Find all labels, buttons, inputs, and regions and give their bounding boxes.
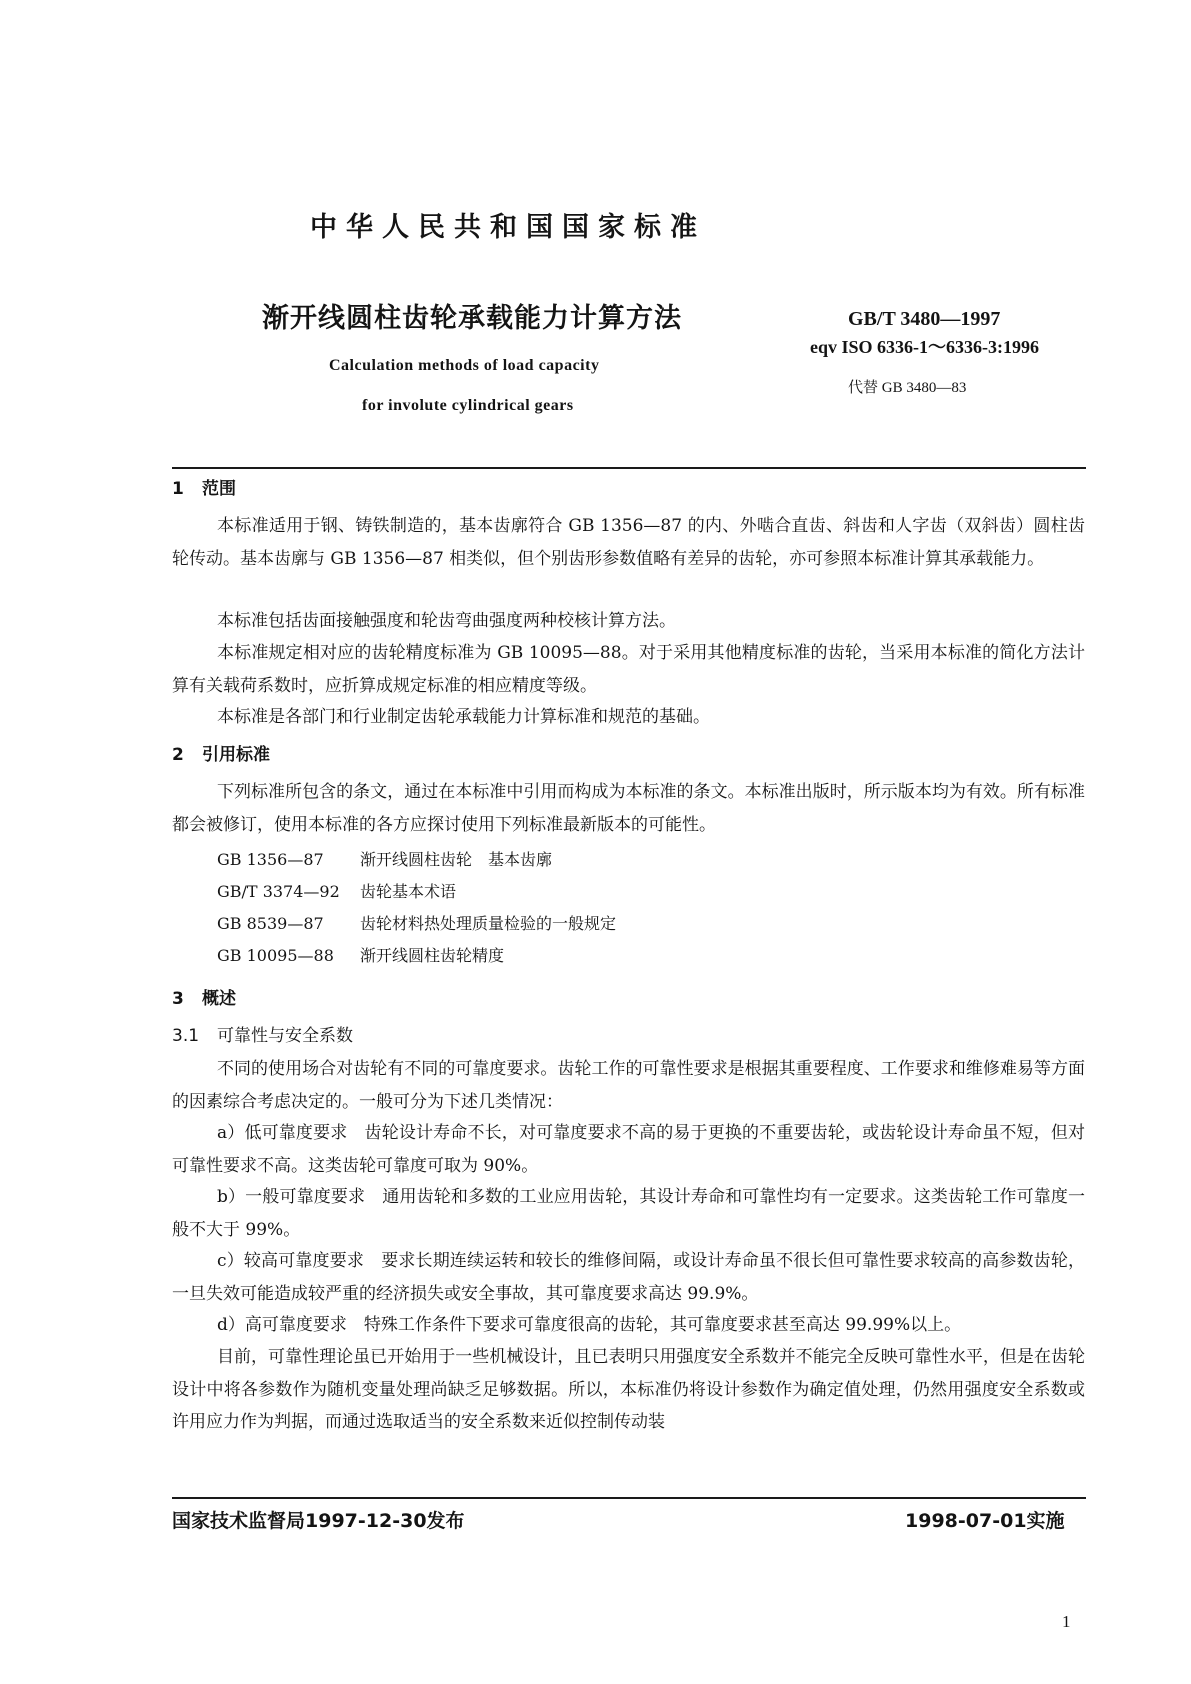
section-1-paragraph-4: 本标准是各部门和行业制定齿轮承载能力计算标准和规范的基础。 <box>217 707 710 727</box>
section-3-paragraph-2: 目前，可靠性理论虽已开始用于一些机械设计，且已表明只用强度安全系数并不能完全反映可靠性水平，但是在齿轮设计中将各参数作为随机变量处理尚缺乏足够数据。所以，本标准仍将设计参数作为确定值处理，仍然用强度安全系数或许用应力作为判据，而通过选取适当的安全系数来近似控制传动装 <box>172 1347 1085 1432</box>
section-1-heading <box>172 474 236 499</box>
reliability-item-a: a）低可靠度要求 齿轮设计寿命不长，对可靠度要求不高的易于更换的不重要齿轮，或齿轮设计寿命虽不短，但对可靠性要求不高。这类齿轮可靠度可取为 90%。 <box>172 1123 1085 1176</box>
section-2-title: 引用标准 <box>202 745 270 765</box>
page-number: 1 <box>1062 1612 1071 1631</box>
reference-item <box>217 911 616 934</box>
section-3-title: 概述 <box>202 989 236 1009</box>
subsection-3-1-number: 3.1 <box>172 1026 200 1046</box>
reference-name: 齿轮材料热处理质量检验的一般规定 <box>360 914 617 933</box>
issued-date: 国家技术监督局1997-12-30发布 <box>172 1510 465 1532</box>
document-title-chinese: 渐开线圆柱齿轮承载能力计算方法 <box>262 303 682 334</box>
reliability-item-c: c）较高可靠度要求 要求长期连续运转和较长的维修间隔，或设计寿命虽不很长但可靠性要求较高的高参数齿轮，一旦失效可能造成较严重的经济损失或安全事故，其可靠度要求高达 99.9%。 <box>172 1251 1085 1304</box>
document-title-english-line-2: for involute cylindrical gears <box>362 397 574 414</box>
section-1-title: 范围 <box>202 479 236 499</box>
reference-item <box>217 879 456 902</box>
standard-replaces: 代替 GB 3480—83 <box>848 380 967 396</box>
section-3-heading <box>172 984 236 1009</box>
footer-divider <box>172 1497 1086 1499</box>
reference-code: GB/T 3374—92 <box>217 882 340 901</box>
section-3-paragraph-1: 不同的使用场合对齿轮有不同的可靠度要求。齿轮工作的可靠性要求是根据其重要程度、工作要求和维修难易等方面的因素综合考虑决定的。一般可分为下述几类情况： <box>172 1059 1085 1112</box>
effective-date: 1998-07-01实施 <box>905 1510 1065 1532</box>
reference-code: GB 1356—87 <box>217 850 324 869</box>
reliability-item-d: d）高可靠度要求 特殊工作条件下要求可靠度很高的齿轮，其可靠度要求甚至高达 99.99%以上。 <box>217 1315 962 1335</box>
document-title-english-line-1: Calculation methods of load capacity <box>329 357 600 374</box>
reference-item <box>217 943 504 966</box>
reference-code: GB 10095—88 <box>217 946 334 965</box>
standard-equivalence: eqv ISO 6336-1～6336-3:1996 <box>810 337 1039 357</box>
subsection-3-1-title: 可靠性与安全系数 <box>217 1026 353 1046</box>
reliability-item-b: b）一般可靠度要求 通用齿轮和多数的工业应用齿轮，其设计寿命和可靠性均有一定要求。这类齿轮工作可靠度一般不大于 99%。 <box>172 1187 1085 1240</box>
section-3-number: 3 <box>172 989 184 1009</box>
section-2-paragraph-1: 下列标准所包含的条文，通过在本标准中引用而构成为本标准的条文。本标准出版时，所示版本均为有效。所有标准都会被修订，使用本标准的各方应探讨使用下列标准最新版本的可能性。 <box>172 782 1085 835</box>
subsection-3-1-heading <box>172 1021 353 1046</box>
section-1-paragraph-2: 本标准包括齿面接触强度和轮齿弯曲强度两种校核计算方法。 <box>217 611 676 631</box>
country-standard-heading: 中华人民共和国国家标准 <box>310 212 706 243</box>
standard-code: GB/T 3480—1997 <box>848 308 1001 330</box>
section-2-heading <box>172 740 270 765</box>
reference-name: 渐开线圆柱齿轮 基本齿廓 <box>360 850 553 869</box>
section-1-paragraph-3: 本标准规定相对应的齿轮精度标准为 GB 10095—88。对于采用其他精度标准的齿轮，当采用本标准的简化方法计算有关载荷系数时，应折算成规定标准的相应精度等级。 <box>172 643 1085 696</box>
section-1-paragraph-1: 本标准适用于钢、铸铁制造的，基本齿廓符合 GB 1356—87 的内、外啮合直齿、斜齿和人字齿（双斜齿）圆柱齿轮传动。基本齿廓与 GB 1356—87 相类似，但个别齿形参数值略有差异的齿轮，亦可参照本标准计算其承载能力。 <box>172 516 1085 569</box>
reference-item <box>217 847 552 870</box>
header-divider <box>172 467 1086 469</box>
reference-code: GB 8539—87 <box>217 914 324 933</box>
section-1-number: 1 <box>172 479 184 499</box>
section-2-number: 2 <box>172 745 184 765</box>
reference-name: 渐开线圆柱齿轮精度 <box>360 946 505 965</box>
reference-name: 齿轮基本术语 <box>360 882 457 901</box>
